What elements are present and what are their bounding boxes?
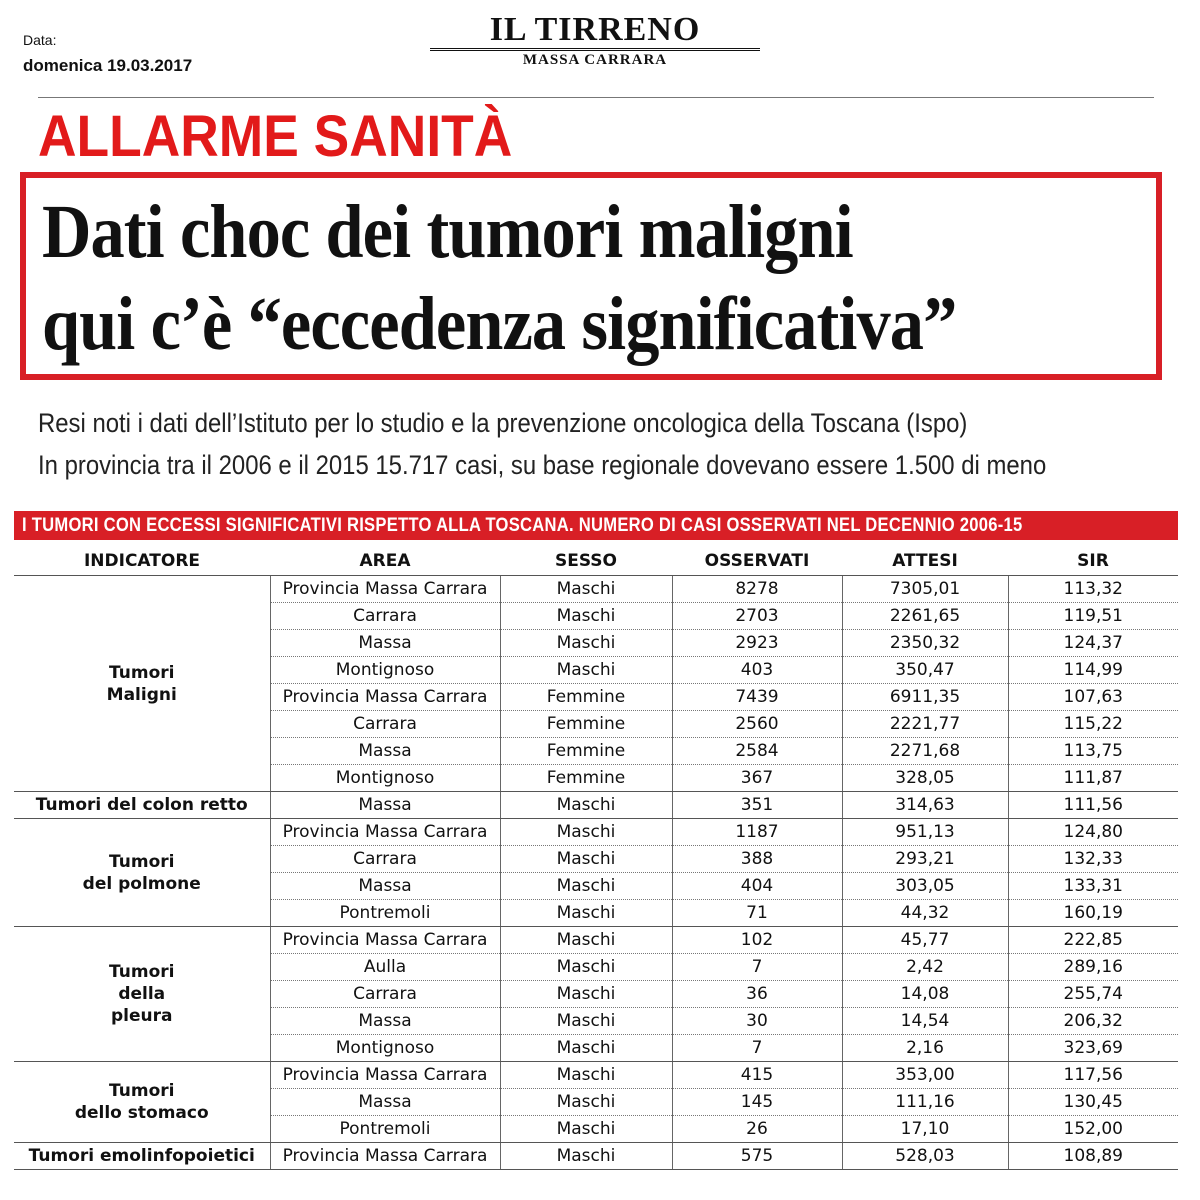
indicator-cell: [14, 792, 270, 819]
headline: [42, 186, 1041, 370]
expected-cell: 14,54: [842, 1008, 1008, 1035]
expected-cell: 303,05: [842, 873, 1008, 900]
expected-cell: 328,05: [842, 765, 1008, 792]
table-row: [14, 792, 1178, 819]
sir-cell: 206,32: [1008, 1008, 1178, 1035]
observed-cell: 36: [672, 981, 842, 1008]
sex-cell: Femmine: [500, 684, 672, 711]
observed-cell: 404: [672, 873, 842, 900]
sir-cell: 130,45: [1008, 1089, 1178, 1116]
sex-cell: Maschi: [500, 900, 672, 927]
headline-box: [20, 172, 1162, 380]
table-body: [14, 576, 1178, 1170]
masthead-title: IL TIRRENO: [430, 12, 760, 51]
table-row: [14, 576, 1178, 603]
sex-cell: Maschi: [500, 630, 672, 657]
expected-cell: 528,03: [842, 1143, 1008, 1170]
column-header: OSSERVATI: [672, 546, 842, 576]
expected-cell: 111,16: [842, 1089, 1008, 1116]
sir-cell: 113,75: [1008, 738, 1178, 765]
area-cell: Provincia Massa Carrara: [270, 1143, 500, 1170]
subhead-line-2: In provincia tra il 2006 e il 2015 15.717 casi, su base regionale dovevano essere 1.500 di meno: [38, 450, 1047, 480]
sex-cell: Maschi: [500, 1062, 672, 1089]
sex-cell: Maschi: [500, 1143, 672, 1170]
headline-line-2: qui c’è “eccedenza significativa”: [42, 282, 957, 366]
indicator-cell: [14, 576, 270, 792]
area-cell: Pontremoli: [270, 1116, 500, 1143]
table-title-bar: [14, 511, 1178, 540]
observed-cell: 367: [672, 765, 842, 792]
area-cell: Aulla: [270, 954, 500, 981]
area-cell: Pontremoli: [270, 900, 500, 927]
expected-cell: 2,42: [842, 954, 1008, 981]
headline-line-1: Dati choc dei tumori maligni: [42, 190, 853, 274]
area-cell: Montignoso: [270, 1035, 500, 1062]
sex-cell: Maschi: [500, 1089, 672, 1116]
expected-cell: 6911,35: [842, 684, 1008, 711]
column-header: AREA: [270, 546, 500, 576]
sir-cell: 114,99: [1008, 657, 1178, 684]
observed-cell: 2560: [672, 711, 842, 738]
column-header: ATTESI: [842, 546, 1008, 576]
masthead-subtitle: MASSA CARRARA: [522, 52, 668, 68]
table-row: [14, 1143, 1178, 1170]
sex-cell: Maschi: [500, 792, 672, 819]
observed-cell: 145: [672, 1089, 842, 1116]
sir-cell: 107,63: [1008, 684, 1178, 711]
indicator-label: Maligni: [106, 684, 177, 705]
sir-cell: 119,51: [1008, 603, 1178, 630]
sir-cell: 289,16: [1008, 954, 1178, 981]
observed-cell: 26: [672, 1116, 842, 1143]
sir-cell: 113,32: [1008, 576, 1178, 603]
area-cell: Provincia Massa Carrara: [270, 684, 500, 711]
data-table: [14, 546, 1178, 1170]
indicator-label: Tumori del colon retto: [35, 795, 248, 815]
area-cell: Provincia Massa Carrara: [270, 1062, 500, 1089]
indicator-label: Tumori: [109, 962, 175, 982]
observed-cell: 351: [672, 792, 842, 819]
observed-cell: 2923: [672, 630, 842, 657]
sex-cell: Maschi: [500, 981, 672, 1008]
sex-cell: Femmine: [500, 765, 672, 792]
observed-cell: 1187: [672, 819, 842, 846]
sir-cell: 117,56: [1008, 1062, 1178, 1089]
expected-cell: 2350,32: [842, 630, 1008, 657]
observed-cell: 388: [672, 846, 842, 873]
expected-cell: 2271,68: [842, 738, 1008, 765]
table-row: [14, 1062, 1178, 1089]
observed-cell: 7: [672, 954, 842, 981]
sex-cell: Maschi: [500, 873, 672, 900]
table-title: I TUMORI CON ECCESSI SIGNIFICATIVI RISPETTO ALLA TOSCANA. NUMERO DI CASI OSSERVATI NEL DECENNIO 2006-15: [22, 515, 1023, 536]
date-value: domenica 19.03.2017: [23, 56, 193, 75]
expected-cell: 353,00: [842, 1062, 1008, 1089]
sir-cell: 111,87: [1008, 765, 1178, 792]
sex-cell: Maschi: [500, 657, 672, 684]
sex-cell: Maschi: [500, 1008, 672, 1035]
sir-cell: 152,00: [1008, 1116, 1178, 1143]
expected-cell: 7305,01: [842, 576, 1008, 603]
expected-cell: 14,08: [842, 981, 1008, 1008]
indicator-cell: [14, 819, 270, 927]
area-cell: Carrara: [270, 846, 500, 873]
area-cell: Provincia Massa Carrara: [270, 819, 500, 846]
indicator-label: Tumori: [109, 662, 175, 683]
area-cell: Massa: [270, 873, 500, 900]
indicator-label: del polmone: [82, 873, 201, 894]
expected-cell: 951,13: [842, 819, 1008, 846]
observed-cell: 102: [672, 927, 842, 954]
expected-cell: 2221,77: [842, 711, 1008, 738]
sir-cell: 222,85: [1008, 927, 1178, 954]
column-header: INDICATORE: [14, 546, 270, 576]
observed-cell: 575: [672, 1143, 842, 1170]
sex-cell: Maschi: [500, 1035, 672, 1062]
column-header: SESSO: [500, 546, 672, 576]
date-label: Data:: [23, 32, 57, 48]
observed-cell: 403: [672, 657, 842, 684]
table-header-row: [14, 546, 1178, 576]
expected-cell: 293,21: [842, 846, 1008, 873]
kicker: ALLARME SANITÀ: [38, 104, 513, 169]
sex-cell: Maschi: [500, 927, 672, 954]
indicator-label: Tumori: [109, 851, 175, 872]
sir-cell: 115,22: [1008, 711, 1178, 738]
area-cell: Massa: [270, 792, 500, 819]
sex-cell: Maschi: [500, 846, 672, 873]
observed-cell: 2584: [672, 738, 842, 765]
sex-cell: Maschi: [500, 954, 672, 981]
expected-cell: 45,77: [842, 927, 1008, 954]
sir-cell: 124,37: [1008, 630, 1178, 657]
sir-cell: 133,31: [1008, 873, 1178, 900]
observed-cell: 7: [672, 1035, 842, 1062]
area-cell: Carrara: [270, 711, 500, 738]
area-cell: Carrara: [270, 981, 500, 1008]
sex-cell: Maschi: [500, 576, 672, 603]
observed-cell: 30: [672, 1008, 842, 1035]
indicator-cell: [14, 927, 270, 1062]
area-cell: Carrara: [270, 603, 500, 630]
indicator-cell: [14, 1143, 270, 1170]
expected-cell: 44,32: [842, 900, 1008, 927]
expected-cell: 17,10: [842, 1116, 1008, 1143]
indicator-label: dello stomaco: [74, 1103, 209, 1123]
subheadline: [38, 402, 1047, 486]
indicator-label: pleura: [111, 1006, 173, 1026]
observed-cell: 7439: [672, 684, 842, 711]
indicator-label: della: [118, 984, 166, 1004]
column-header: SIR: [1008, 546, 1178, 576]
sir-cell: 124,80: [1008, 819, 1178, 846]
observed-cell: 415: [672, 1062, 842, 1089]
sex-cell: Maschi: [500, 603, 672, 630]
sir-cell: 111,56: [1008, 792, 1178, 819]
indicator-cell: [14, 1062, 270, 1143]
observed-cell: 71: [672, 900, 842, 927]
expected-cell: 2261,65: [842, 603, 1008, 630]
sex-cell: Femmine: [500, 711, 672, 738]
area-cell: Massa: [270, 630, 500, 657]
masthead: [430, 12, 760, 69]
subhead-line-1: Resi noti i dati dell’Istituto per lo studio e la prevenzione oncologica della Toscana (Ispo): [38, 408, 968, 438]
area-cell: Massa: [270, 1089, 500, 1116]
expected-cell: 2,16: [842, 1035, 1008, 1062]
area-cell: Provincia Massa Carrara: [270, 576, 500, 603]
area-cell: Massa: [270, 1008, 500, 1035]
sir-cell: 132,33: [1008, 846, 1178, 873]
area-cell: Provincia Massa Carrara: [270, 927, 500, 954]
area-cell: Montignoso: [270, 657, 500, 684]
sex-cell: Femmine: [500, 738, 672, 765]
sir-cell: 108,89: [1008, 1143, 1178, 1170]
sex-cell: Maschi: [500, 1116, 672, 1143]
table-row: [14, 927, 1178, 954]
sir-cell: 323,69: [1008, 1035, 1178, 1062]
expected-cell: 314,63: [842, 792, 1008, 819]
top-divider: [38, 97, 1154, 98]
area-cell: Massa: [270, 738, 500, 765]
indicator-label: Tumori: [109, 1081, 175, 1101]
sex-cell: Maschi: [500, 819, 672, 846]
sir-cell: 160,19: [1008, 900, 1178, 927]
table-row: [14, 819, 1178, 846]
indicator-label: Tumori emolinfopoietici: [28, 1146, 255, 1166]
sir-cell: 255,74: [1008, 981, 1178, 1008]
area-cell: Montignoso: [270, 765, 500, 792]
observed-cell: 2703: [672, 603, 842, 630]
observed-cell: 8278: [672, 576, 842, 603]
expected-cell: 350,47: [842, 657, 1008, 684]
